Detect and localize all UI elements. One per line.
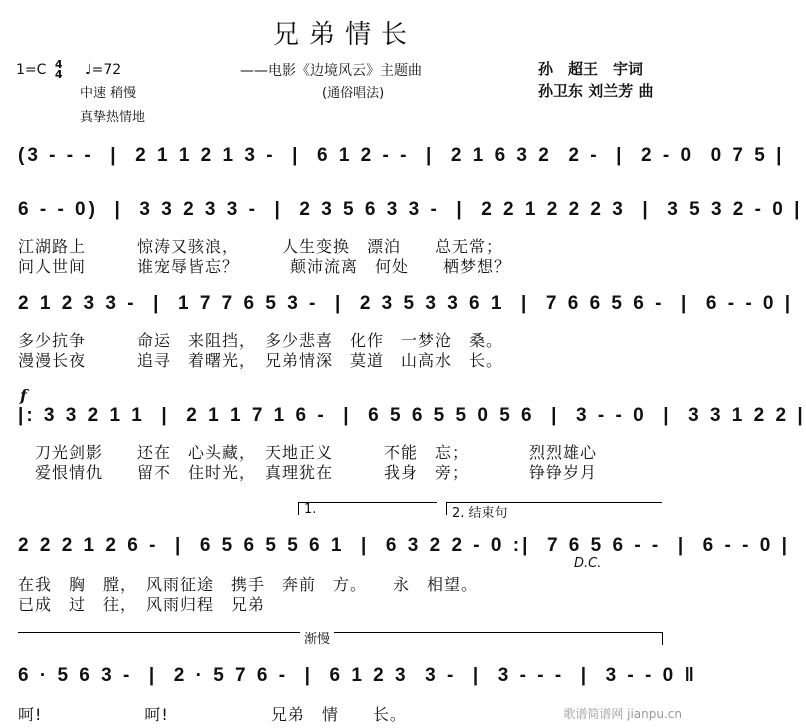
style-note: (通俗唱法): [322, 86, 385, 101]
notes: |: 3 3 2 1 1 | 2 1 1 7 1 6 - | 6 5 6 5 5 0 5 6 | 3 - - 0 | 3 3 1 2 2 |: [18, 405, 806, 426]
tempo-mark-2: 真挚热情地: [80, 110, 146, 125]
lyricist: 孙 超王 宇词: [538, 60, 644, 78]
notes: 2 2 2 1 2 6 - | 6 5 6 5 5 6 1 | 6 3 2 2 - 0 :| 7 6 5 6 - - | 6 - - 0 |: [18, 535, 790, 556]
volta-2-label: 2. 结束句: [452, 506, 508, 521]
site-watermark: 歌谱简谱网 jianpu.cn: [563, 707, 682, 721]
tempo-mark-1: 中速 稍慢: [80, 86, 137, 101]
lyrics-row-4-verse-2: 爱恨情仇 留不 住时光， 真理犹在 我身 旁； 铮铮岁月: [18, 463, 598, 482]
score-row-3: [18, 292, 794, 316]
volta-1-label: 1.: [304, 502, 317, 517]
dc-mark: D.C.: [574, 556, 602, 571]
subtitle: ——电影《边境风云》主题曲: [240, 63, 422, 79]
notes: 2 1 2 3 3 - | 1 7 7 6 5 3 - | 2 3 5 3 3 6 1 | 7 6 6 5 6 - | 6 - - 0 |: [18, 293, 794, 314]
lyrics-row-4-verse-1: 刀光剑影 还在 心头藏， 天地正义 不能 忘； 烈烈雄心: [18, 443, 598, 462]
volta-1: [298, 502, 437, 515]
score-row-1: [18, 144, 785, 168]
notes: 6 · 5 6 3 - | 2 · 5 7 6 - | 6 1 2 3 3 - | 3 - - - | 3 - - 0 ‖: [18, 665, 697, 686]
lyrics-row-2-verse-1: 江湖路上 惊涛又骇浪， 人生变换 漂泊 总无常；: [18, 237, 504, 256]
score-row-2: [18, 198, 803, 222]
score-row-6: [18, 664, 697, 688]
score-row-5: [18, 534, 790, 558]
song-title: 兄弟情长: [272, 20, 417, 50]
lyrics-row-5-verse-2: 已成 过 往， 风雨归程 兄弟: [18, 595, 266, 614]
ritardando-mark: 渐慢: [300, 628, 334, 647]
key-label: 1=C: [16, 62, 47, 78]
ritardando-bracket: [18, 632, 663, 645]
notes: 6 - - 0) | 3 3 2 3 3 - | 2 3 5 6 3 3 - | 2 2 1 2 2 2 3 | 3 5 3 2 - 0 |: [18, 199, 803, 220]
tempo-mark: ♩=72: [84, 62, 122, 78]
notes: (3 - - - | 2 1 1 2 1 3 - | 6 1 2 - - | 2 1 6 3 2 2 - | 2 - 0 0 7 5 |: [18, 145, 785, 166]
key-signature: [16, 60, 121, 80]
lyrics-row-6: 呵! 呵! 兄弟 情 长。: [18, 705, 407, 724]
composer: 孙卫东 刘兰芳 曲: [538, 82, 654, 100]
score-row-4: [18, 404, 806, 428]
lyrics-row-3-verse-2: 漫漫长夜 追寻 着曙光， 兄弟情深 莫道 山高水 长。: [18, 351, 504, 370]
time-signature: 4 4: [54, 58, 63, 81]
lyrics-row-5-verse-1: 在我 胸 膛， 风雨征途 携手 奔前 方。 永 相望。: [18, 575, 479, 594]
lyrics-row-3-verse-1: 多少抗争 命运 来阻挡， 多少悲喜 化作 一梦沧 桑。: [18, 331, 504, 350]
lyrics-row-2-verse-2: 问人世间 谁宠辱皆忘？ 颠沛流离 何处 栖梦想？: [18, 257, 512, 276]
forte-mark: f: [20, 386, 27, 405]
